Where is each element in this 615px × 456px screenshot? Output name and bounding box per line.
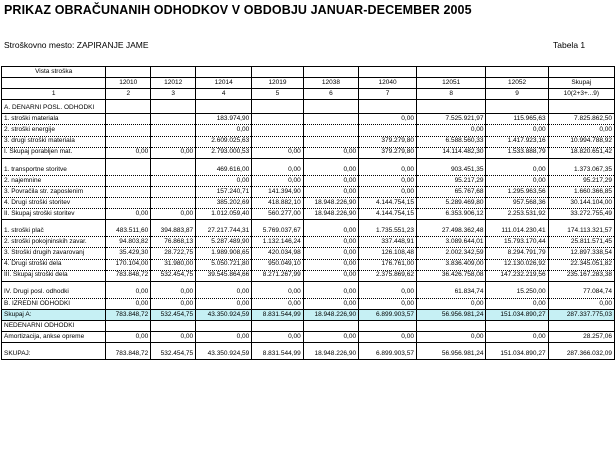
value-cell [303, 103, 358, 114]
value-cell: 3.836.409,00 [416, 259, 486, 270]
code-cell: 12051 [416, 78, 486, 89]
value-cell: 2.375.869,62 [359, 270, 417, 281]
table-row [2, 309, 615, 320]
value-cell: 183.974,90 [196, 114, 252, 125]
total-cell: 25.811.571,45 [548, 237, 614, 248]
value-cell [151, 114, 196, 125]
value-cell [151, 186, 196, 197]
value-cell [252, 114, 303, 125]
value-cell: 0,00 [359, 186, 417, 197]
total-cell: 1.660.366,85 [548, 186, 614, 197]
value-cell: 6.588.560,33 [416, 136, 486, 147]
value-cell [416, 320, 486, 331]
value-cell: 43.350.924,59 [196, 349, 252, 360]
value-cell: 56.956.981,24 [416, 309, 486, 320]
value-cell: 0,00 [359, 332, 417, 343]
value-cell: 76.868,13 [151, 237, 196, 248]
value-cell: 147.232.219,56 [486, 270, 548, 281]
code-cell: 12012 [151, 78, 196, 89]
index-cell: 7 [359, 89, 417, 100]
total-header-cell: Skupaj [548, 78, 614, 89]
value-cell: 903.451,35 [416, 165, 486, 176]
table-row [2, 198, 615, 209]
value-cell: 0,00 [303, 248, 358, 259]
value-cell: 12.130.026,92 [486, 259, 548, 270]
total-cell [548, 320, 614, 331]
table-row [2, 320, 615, 331]
value-cell: 0,00 [106, 288, 151, 299]
value-cell: 420.034,98 [252, 248, 303, 259]
table-row [2, 165, 615, 176]
value-cell: 532.454,75 [151, 349, 196, 360]
total-cell: 30.144.104,00 [548, 198, 614, 209]
header-label-row [2, 67, 615, 78]
code-cell: 12014 [196, 78, 252, 89]
value-cell: 0,00 [151, 332, 196, 343]
value-cell: 6.899.903,57 [359, 349, 417, 360]
row-label: 2. stroški pokojninskih zavar. [2, 237, 106, 248]
index-cell: 2 [106, 89, 151, 100]
value-cell [303, 114, 358, 125]
value-cell [151, 165, 196, 176]
table-row [2, 125, 615, 136]
value-cell: 0,00 [252, 147, 303, 158]
value-cell: 379.279,80 [359, 147, 417, 158]
value-cell: 0,00 [151, 209, 196, 220]
value-cell: 0,00 [416, 332, 486, 343]
row-label: 1. stroški plač [2, 226, 106, 237]
value-cell: 170.104,00 [106, 259, 151, 270]
value-cell [359, 125, 417, 136]
value-cell: 0,00 [359, 114, 417, 125]
value-cell: 0,00 [196, 298, 252, 309]
value-cell: 483.511,60 [106, 226, 151, 237]
index-cell: 6 [303, 89, 358, 100]
value-cell: 5.287.489,90 [196, 237, 252, 248]
total-cell: 77.084,74 [548, 288, 614, 299]
value-cell: 6.899.903,57 [359, 309, 417, 320]
value-cell: 0,00 [303, 270, 358, 281]
table-row [2, 226, 615, 237]
value-cell: 126.108,48 [359, 248, 417, 259]
report-title: PRIKAZ OBRAČUNANIH ODHODKOV V OBDOBJU JANUAR-DECEMBER 2005 [4, 3, 472, 17]
row-label: 2. najemnine [2, 175, 106, 186]
total-cell: 28.257,06 [548, 332, 614, 343]
row-label: Skupaj A: [2, 309, 106, 320]
table-row [2, 114, 615, 125]
value-cell: 27.217.744,31 [196, 226, 252, 237]
value-cell: 0,00 [196, 332, 252, 343]
value-cell [106, 186, 151, 197]
table-row [2, 259, 615, 270]
value-cell: 5.769.037,67 [252, 226, 303, 237]
value-cell: 0,00 [106, 209, 151, 220]
index-cell: 8 [416, 89, 486, 100]
value-cell: 8.831.544,99 [252, 349, 303, 360]
value-cell: 2.609.025,63 [196, 136, 252, 147]
value-cell [196, 320, 252, 331]
value-cell: 8.831.544,99 [252, 309, 303, 320]
table-number-label: Tabela 1 [553, 40, 586, 50]
row-label: SKUPAJ: [2, 349, 106, 360]
value-cell: 141.394,90 [252, 186, 303, 197]
value-cell: 18.948.226,90 [303, 209, 358, 220]
expense-table [1, 66, 615, 360]
index-cell: 10(2+3+...9) [548, 89, 614, 100]
value-cell: 0,00 [303, 147, 358, 158]
value-cell: 0,00 [303, 226, 358, 237]
total-cell: 174.113.321,57 [548, 226, 614, 237]
total-cell: 287.366.032,09 [548, 349, 614, 360]
value-cell: 0,00 [359, 298, 417, 309]
value-cell: 0,00 [252, 175, 303, 186]
value-cell: 0,00 [106, 147, 151, 158]
value-cell: 0,00 [151, 298, 196, 309]
value-cell: 8.271.267,99 [252, 270, 303, 281]
row-label: A. DENARNI POSL. ODHODKI [2, 103, 106, 114]
value-cell [359, 103, 417, 114]
value-cell: 35.429,30 [106, 248, 151, 259]
value-cell: 0,00 [303, 288, 358, 299]
header-label-cell: Vista stroška [2, 67, 106, 78]
value-cell: 1.295.963,56 [486, 186, 548, 197]
value-cell: 151.034.890,27 [486, 349, 548, 360]
value-cell: 111.014.230,41 [486, 226, 548, 237]
value-cell: 532.454,75 [151, 270, 196, 281]
value-cell [359, 320, 417, 331]
row-label: 4. Drugi stroški storitev [2, 198, 106, 209]
value-cell: 0,00 [196, 175, 252, 186]
value-cell: 0,00 [486, 175, 548, 186]
code-row [2, 78, 615, 89]
value-cell: 65.767,68 [416, 186, 486, 197]
value-cell [196, 103, 252, 114]
value-cell: 3.089.644,01 [416, 237, 486, 248]
code-cell: 12038 [303, 78, 358, 89]
value-cell: 469.616,00 [196, 165, 252, 176]
row-label: II. Skupaj stroški storitev [2, 209, 106, 220]
value-cell: 0,00 [303, 259, 358, 270]
value-cell: 56.956.981,24 [416, 349, 486, 360]
table-row [2, 298, 615, 309]
column-index-row [2, 89, 615, 100]
value-cell: 36.426.758,08 [416, 270, 486, 281]
value-cell: 0,00 [303, 298, 358, 309]
value-cell: 176.761,00 [359, 259, 417, 270]
value-cell [151, 125, 196, 136]
value-cell [106, 136, 151, 147]
row-label: 4. Drugi stroški dela [2, 259, 106, 270]
cost-center-label: Stroškovno mesto: ZAPIRANJE JAME [4, 40, 149, 50]
value-cell: 783.848,72 [106, 349, 151, 360]
value-cell [252, 136, 303, 147]
value-cell [151, 198, 196, 209]
total-cell: 0,00 [548, 125, 614, 136]
table-row [2, 186, 615, 197]
total-cell: 10.994.788,92 [548, 136, 614, 147]
value-cell: 15.793.170,44 [486, 237, 548, 248]
value-cell: 28.722,75 [151, 248, 196, 259]
value-cell [151, 103, 196, 114]
value-cell: 1.735.551,23 [359, 226, 417, 237]
table-row [2, 209, 615, 220]
value-cell [151, 136, 196, 147]
table-row [2, 288, 615, 299]
value-cell: 950.049,10 [252, 259, 303, 270]
value-cell: 0,00 [486, 332, 548, 343]
value-cell: 0,00 [106, 298, 151, 309]
code-cell: 12019 [252, 78, 303, 89]
value-cell: 1.132.146,24 [252, 237, 303, 248]
total-cell: 33.272.755,49 [548, 209, 614, 220]
row-label: 1. stroški materiala [2, 114, 106, 125]
value-cell: 337.448,91 [359, 237, 417, 248]
value-cell: 0,00 [416, 298, 486, 309]
table-row [2, 147, 615, 158]
value-cell [486, 103, 548, 114]
value-cell: 4.144.754,15 [359, 209, 417, 220]
value-cell: 4.144.754,15 [359, 198, 417, 209]
index-cell: 3 [151, 89, 196, 100]
value-cell: 2.793.000,53 [196, 147, 252, 158]
value-cell: 0,00 [196, 288, 252, 299]
value-cell: 39.545.864,66 [196, 270, 252, 281]
total-cell [548, 103, 614, 114]
value-cell: 2.253.531,92 [486, 209, 548, 220]
table-row [2, 237, 615, 248]
value-cell [252, 320, 303, 331]
value-cell: 394.883,87 [151, 226, 196, 237]
value-cell: 115.965,63 [486, 114, 548, 125]
value-cell [106, 125, 151, 136]
value-cell: 5.050.721,80 [196, 259, 252, 270]
value-cell: 385.202,69 [196, 198, 252, 209]
value-cell: 1.417.923,16 [486, 136, 548, 147]
row-label: 3. Povračila str. zaposlenim [2, 186, 106, 197]
value-cell: 0,00 [303, 175, 358, 186]
code-cell: 12052 [486, 78, 548, 89]
value-cell: 0,00 [252, 298, 303, 309]
value-cell [416, 103, 486, 114]
value-cell: 0,00 [106, 332, 151, 343]
value-cell [106, 165, 151, 176]
value-cell: 43.350.924,59 [196, 309, 252, 320]
value-cell: 783.848,72 [106, 270, 151, 281]
value-cell: 14.114.482,30 [416, 147, 486, 158]
row-label: Amortizacija, ankse opreme [2, 332, 106, 343]
value-cell: 0,00 [486, 298, 548, 309]
value-cell: 783.848,72 [106, 309, 151, 320]
value-cell: 18.948.226,90 [303, 309, 358, 320]
code-cell: 12040 [359, 78, 417, 89]
value-cell: 95.217,29 [416, 175, 486, 186]
value-cell: 15.250,00 [486, 288, 548, 299]
table-row [2, 136, 615, 147]
value-cell: 18.948.226,90 [303, 349, 358, 360]
value-cell: 6.353.906,12 [416, 209, 486, 220]
total-cell: 1.373.067,35 [548, 165, 614, 176]
index-cell: 1 [2, 89, 106, 100]
code-cell: 12010 [106, 78, 151, 89]
value-cell: 0,00 [486, 165, 548, 176]
table-row [2, 349, 615, 360]
value-cell [106, 175, 151, 186]
value-cell: 0,00 [359, 288, 417, 299]
value-cell [303, 320, 358, 331]
total-cell: 287.337.775,03 [548, 309, 614, 320]
table-row [2, 270, 615, 281]
value-cell [151, 320, 196, 331]
value-cell: 1.012.059,40 [196, 209, 252, 220]
value-cell [303, 125, 358, 136]
value-cell: 957.568,36 [486, 198, 548, 209]
value-cell: 61.834,74 [416, 288, 486, 299]
value-cell [252, 103, 303, 114]
value-cell: 0,00 [252, 165, 303, 176]
index-cell: 4 [196, 89, 252, 100]
value-cell: 0,00 [151, 288, 196, 299]
value-cell [106, 320, 151, 331]
value-cell: 151.034.890,27 [486, 309, 548, 320]
value-cell [106, 103, 151, 114]
value-cell: 27.498.362,48 [416, 226, 486, 237]
value-cell: 157.240,71 [196, 186, 252, 197]
value-cell: 0,00 [252, 332, 303, 343]
table-row [2, 175, 615, 186]
value-cell: 0,00 [303, 237, 358, 248]
value-cell: 0,00 [252, 288, 303, 299]
total-cell: 22.345.051,82 [548, 259, 614, 270]
value-cell [486, 320, 548, 331]
value-cell [151, 175, 196, 186]
index-cell: 5 [252, 89, 303, 100]
value-cell [106, 198, 151, 209]
value-cell: 379.279,80 [359, 136, 417, 147]
value-cell [106, 114, 151, 125]
value-cell: 0,00 [196, 125, 252, 136]
total-cell: 95.217,29 [548, 175, 614, 186]
value-cell [252, 125, 303, 136]
value-cell [303, 136, 358, 147]
total-cell: 7.825.862,50 [548, 114, 614, 125]
value-cell: 7.525.921,97 [416, 114, 486, 125]
value-cell: 0,00 [303, 165, 358, 176]
value-cell: 1.989.908,65 [196, 248, 252, 259]
row-label: 3. drugi stroški materiala [2, 136, 106, 147]
row-label: 2. stroški energije [2, 125, 106, 136]
value-cell: 18.948.226,90 [303, 198, 358, 209]
value-cell: 1.533.888,79 [486, 147, 548, 158]
value-cell: 418.882,10 [252, 198, 303, 209]
value-cell: 31.980,00 [151, 259, 196, 270]
value-cell: 0,00 [303, 186, 358, 197]
total-cell: 18.820.651,42 [548, 147, 614, 158]
value-cell: 0,00 [303, 332, 358, 343]
value-cell: 0,00 [359, 175, 417, 186]
table-row [2, 103, 615, 114]
row-label: B. IZREDNI ODHODKI [2, 298, 106, 309]
value-cell: 532.454,75 [151, 309, 196, 320]
value-cell: 0,00 [486, 125, 548, 136]
total-cell: 12.897.338,54 [548, 248, 614, 259]
value-cell: 2.002.342,59 [416, 248, 486, 259]
total-cell: 0,00 [548, 298, 614, 309]
row-label: 3. Stroški drugih zavarovanj [2, 248, 106, 259]
value-cell: 5.289.469,80 [416, 198, 486, 209]
value-cell: 8.294.791,79 [486, 248, 548, 259]
row-label: I. Skupaj porabljen mat. [2, 147, 106, 158]
total-cell: 235.167.283,38 [548, 270, 614, 281]
row-label: NEDENARNI ODHODKI [2, 320, 106, 331]
row-label: 1. transportne storitve [2, 165, 106, 176]
table-row [2, 248, 615, 259]
row-label: III. Skupaj stroški dela [2, 270, 106, 281]
index-cell: 9 [486, 89, 548, 100]
value-cell: 560.277,00 [252, 209, 303, 220]
value-cell: 94.803,82 [106, 237, 151, 248]
value-cell: 0,00 [359, 165, 417, 176]
value-cell: 0,00 [416, 125, 486, 136]
table-row [2, 332, 615, 343]
value-cell: 0,00 [151, 147, 196, 158]
row-label: IV. Drugi posl. odhodki [2, 288, 106, 299]
